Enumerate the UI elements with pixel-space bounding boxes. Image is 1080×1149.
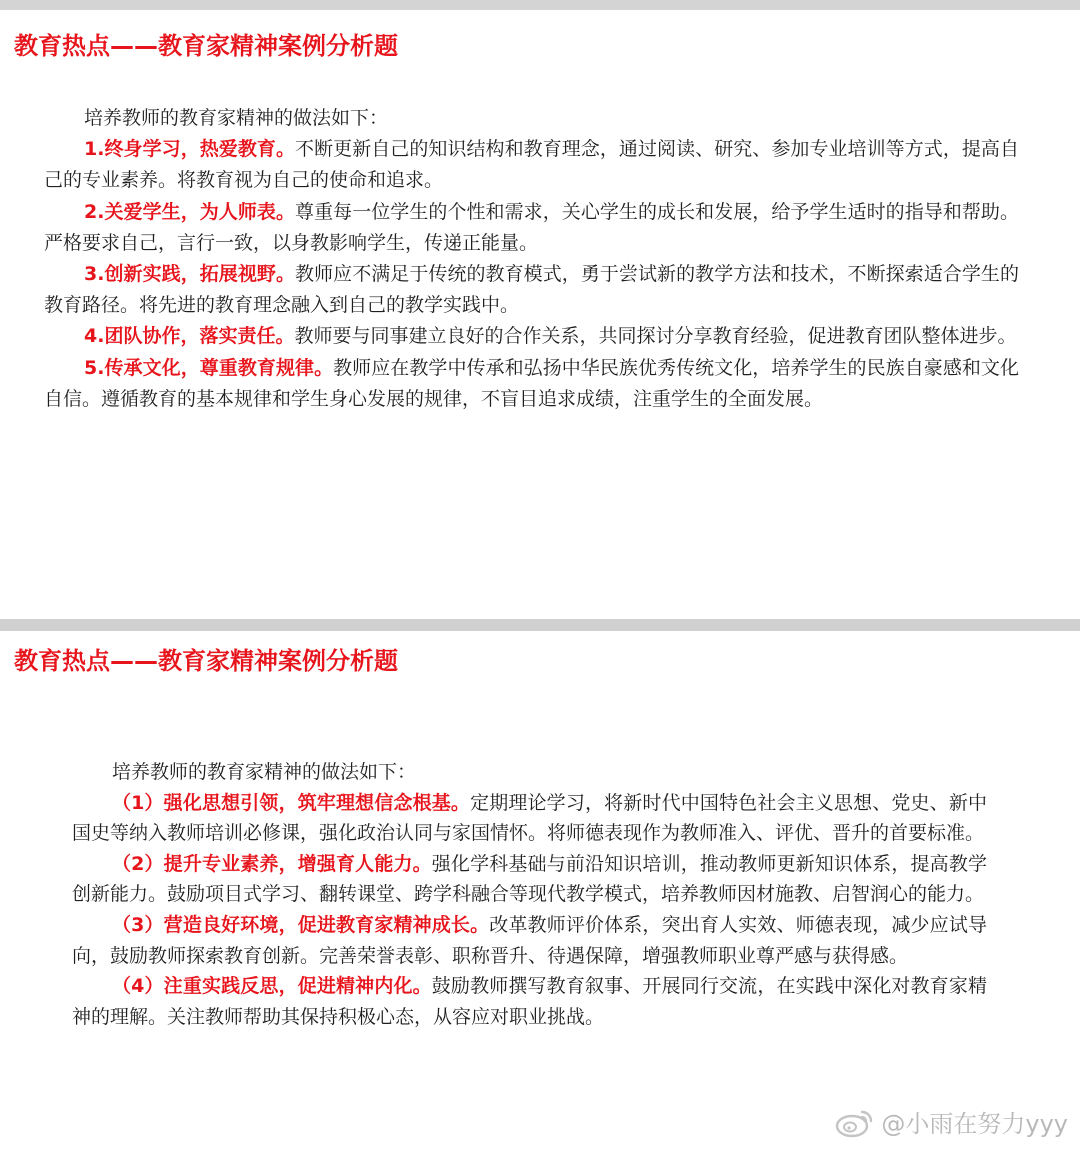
list-item [72, 849, 987, 910]
item-title: （1）强化思想引领，筑牢理想信念根基。 [112, 791, 471, 814]
weibo-icon [835, 1106, 875, 1138]
watermark [835, 1104, 1068, 1139]
item-title: 5.传承文化，尊重教育规律。 [84, 356, 334, 379]
item-title: 4.团队协作，落实责任。 [84, 325, 295, 348]
panel-heading: 教育热点——教育家精神案例分析题 [14, 32, 398, 60]
list-item [72, 971, 987, 1032]
panel-body [72, 757, 987, 1032]
panel-heading: 教育热点——教育家精神案例分析题 [14, 647, 398, 675]
intro-text: 培养教师的教育家精神的做法如下： [84, 107, 389, 129]
item-title: 1.终身学习，热爱教育。 [84, 138, 296, 161]
item-title: （4）注重实践反思，促进精神内化。 [112, 975, 432, 998]
item-text: 改革教师评价体系，突出育人实效、师德表现，减少应试导向，鼓励教师探索教育创新。完善荣誉表彰、职称晋升、待遇保障，增强教师职业尊严感与获得感。 [72, 913, 987, 967]
item-text: 教师要与同事建立良好的合作关系，共同探讨分享教育经验，促进教育团队整体进步。 [294, 325, 1017, 348]
list-item [44, 321, 1019, 352]
panel-divider [0, 619, 1080, 631]
top-divider-bar [0, 0, 1080, 10]
document-panel-2 [0, 631, 1080, 1149]
item-text: 鼓励教师撰写教育叙事、开展同行交流，在实践中深化对教育家精神的理解。关注教师帮助其保持积极心态，从容应对职业挑战。 [72, 975, 987, 1028]
list-item [44, 353, 1019, 415]
list-item [44, 197, 1019, 259]
item-text: 教师应不满足于传统的教育模式，勇于尝试新的教学方法和技术，不断探索适合学生的教育路径。将先进的教育理念融入到自己的教学实践中。 [44, 263, 1019, 317]
item-title: （3）营造良好环境，促进教育家精神成长。 [112, 913, 490, 936]
item-title: （2）提升专业素养，增强育人能力。 [112, 852, 432, 875]
item-text: 强化学科基础与前沿知识培训，推动教师更新知识体系，提高教学创新能力。鼓励项目式学习、翻转课堂、跨学科融合等现代教学模式，培养教师因材施教、启智润心的能力。 [72, 852, 987, 906]
panel-body [44, 103, 1019, 415]
intro-text: 培养教师的教育家精神的做法如下： [112, 761, 417, 783]
list-item [72, 788, 987, 849]
item-text: 不断更新自己的知识结构和教育理念，通过阅读、研究、参加专业培训等方式，提高自己的专业素养。将教育视为自己的使命和追求。 [44, 138, 1019, 192]
item-title: 2.关爱学生，为人师表。 [84, 200, 296, 223]
watermark-text: @小雨在努力yyy [881, 1110, 1068, 1138]
document-panel-1 [0, 10, 1080, 619]
item-text: 定期理论学习，将新时代中国特色社会主义思想、党史、新中国史等纳入教师培训必修课，强化政治认同与家国情怀。将师德表现作为教师准入、评优、晋升的首要标准。 [72, 791, 987, 845]
list-item [44, 259, 1019, 321]
list-item [72, 910, 987, 971]
item-title: 3.创新实践，拓展视野。 [84, 263, 296, 286]
list-item [44, 134, 1019, 196]
item-text: 尊重每一位学生的个性和需求，关心学生的成长和发展，给予学生适时的指导和帮助。严格要求自己，言行一致，以身教影响学生，传递正能量。 [44, 200, 1019, 254]
item-text: 教师应在教学中传承和弘扬中华民族优秀传统文化，培养学生的民族自豪感和文化自信。遵循教育的基本规律和学生身心发展的规律，不盲目追求成绩，注重学生的全面发展。 [44, 356, 1019, 410]
